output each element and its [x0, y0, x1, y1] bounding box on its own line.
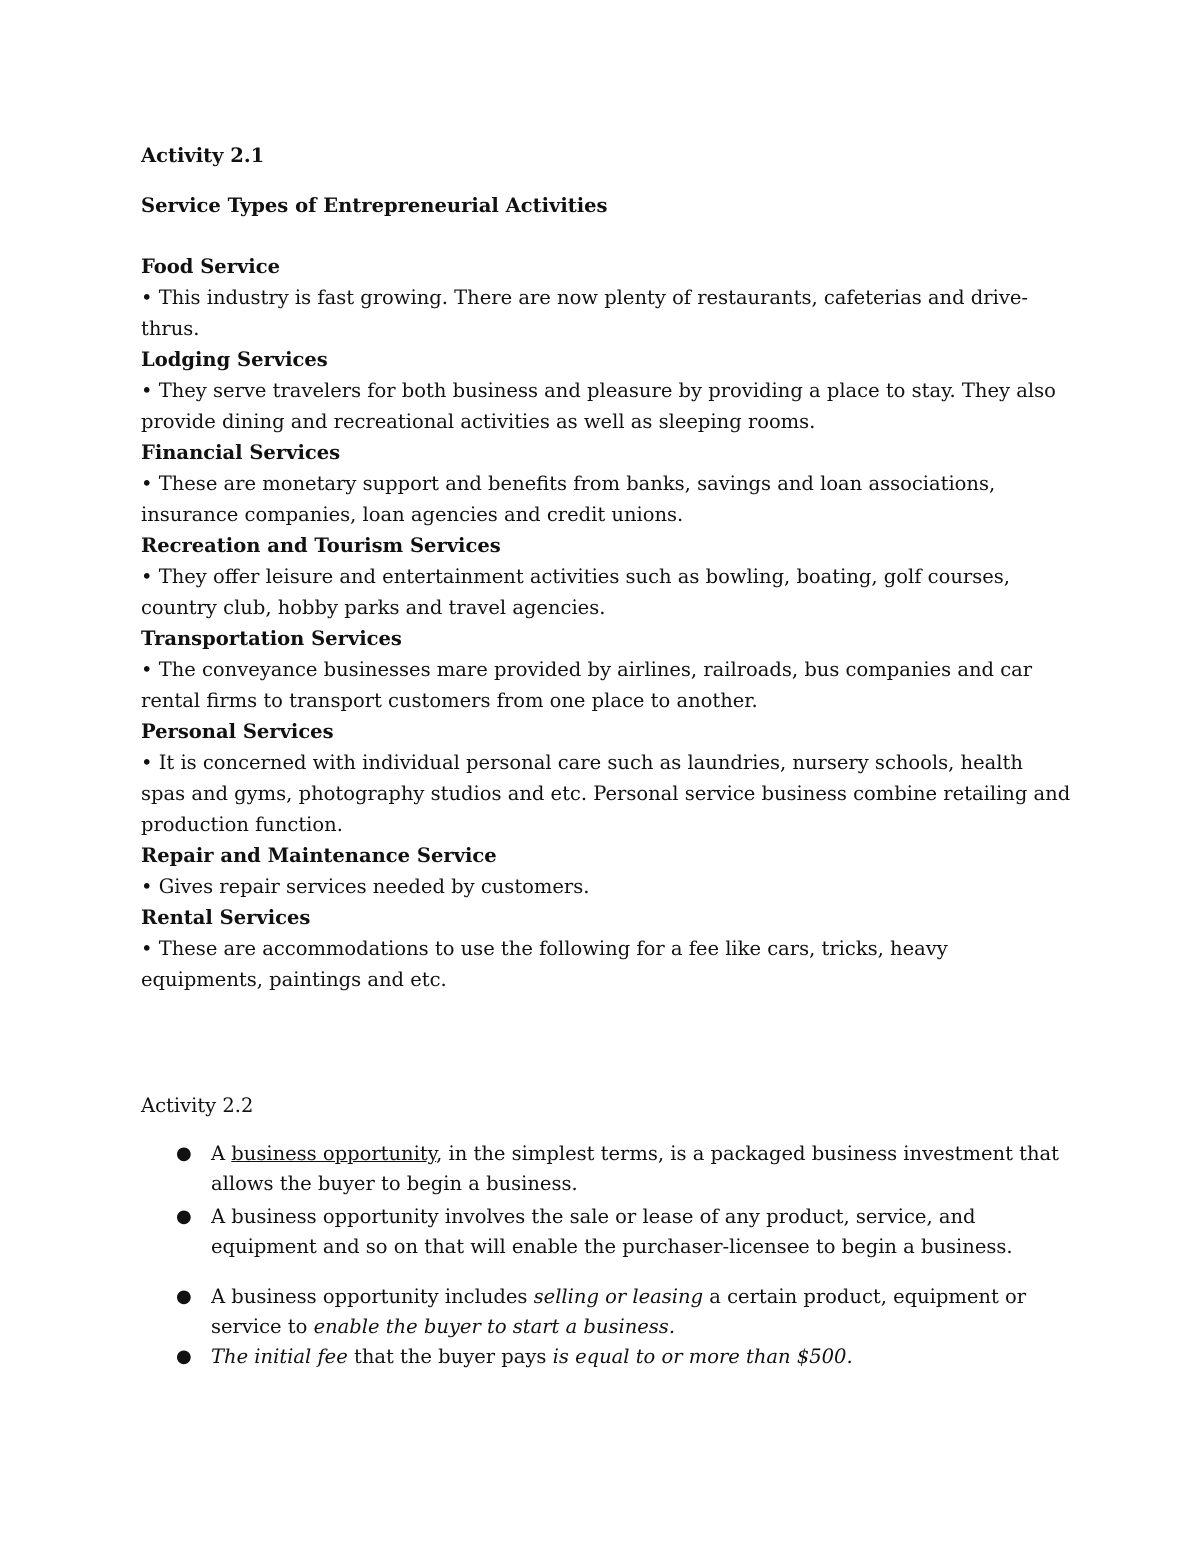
bullet-icon: ● — [176, 1286, 192, 1307]
activity-2-1-title: Activity 2.1 — [141, 144, 265, 167]
service-lodging — [141, 344, 1071, 437]
section-heading: Food Service — [141, 255, 280, 278]
bullet-list — [141, 1139, 1081, 1372]
section-heading: Personal Services — [141, 720, 334, 743]
bullet-icon: ● — [176, 1346, 192, 1367]
italic-phrase: selling or leasing — [533, 1285, 704, 1308]
section-text: • They offer leisure and entertainment activities such as bowling, boating, golf courses, country club, hobby parks and travel agencies. — [141, 565, 1010, 619]
activity-2-2-section — [141, 1090, 1081, 1372]
activity-2-2-title: Activity 2.2 — [141, 1094, 254, 1117]
section-heading: Rental Services — [141, 906, 311, 929]
underlined-term: business opportunity — [231, 1142, 437, 1165]
section-heading: Repair and Maintenance Service — [141, 844, 497, 867]
item-text: A business opportunity involves the sale or lease of any product, service, and equipment and so on that will enable the purchaser-licensee to begin a business. — [211, 1205, 1013, 1258]
item-text-mid: that the buyer pays — [347, 1345, 553, 1368]
list-item — [141, 1282, 1081, 1342]
service-personal — [141, 716, 1071, 840]
section-text: • These are accommodations to use the following for a fee like cars, tricks, heavy equipments, paintings and etc. — [141, 937, 948, 991]
list-item — [141, 1202, 1081, 1262]
section-text: • This industry is fast growing. There are now plenty of restaurants, cafeterias and drive-thrus. — [141, 286, 1028, 340]
activity-2-1-section — [141, 140, 1071, 995]
section-heading: Recreation and Tourism Services — [141, 534, 501, 557]
italic-phrase: enable the buyer to start a business. — [313, 1315, 676, 1338]
bullet-icon: ● — [176, 1143, 192, 1164]
section-text: • The conveyance businesses mare provided by airlines, railroads, bus companies and car rental firms to transport customers from one place to another. — [141, 658, 1033, 712]
service-repair — [141, 840, 1071, 902]
service-transportation — [141, 623, 1071, 716]
service-financial — [141, 437, 1071, 530]
section-heading: Financial Services — [141, 441, 341, 464]
service-recreation — [141, 530, 1071, 623]
bullet-icon: ● — [176, 1206, 192, 1227]
italic-phrase: is equal to or more than $500. — [552, 1345, 853, 1368]
section-text: • It is concerned with individual personal care such as laundries, nursery schools, health spas and gyms, photography studios and etc. Personal service business combine retailing and production function. — [141, 751, 1071, 836]
section-heading: Lodging Services — [141, 348, 328, 371]
activity-2-1-subtitle: Service Types of Entrepreneurial Activities — [141, 194, 608, 217]
item-text-post: , in the simplest terms, is a packaged business investment that allows the buyer to begin a business. — [211, 1142, 1059, 1195]
italic-phrase: The initial fee — [211, 1345, 348, 1368]
service-food — [141, 251, 1071, 344]
list-item — [141, 1342, 1081, 1372]
section-text: • Gives repair services needed by customers. — [141, 875, 590, 898]
section-text: • They serve travelers for both business and pleasure by providing a place to stay. They also provide dining and recreational activities as well as sleeping rooms. — [141, 379, 1056, 433]
section-text: • These are monetary support and benefits from banks, savings and loan associations, insurance companies, loan agencies and credit unions. — [141, 472, 996, 526]
service-rental — [141, 902, 1071, 995]
list-item — [141, 1139, 1081, 1199]
section-heading: Transportation Services — [141, 627, 402, 650]
item-text-mid: a certain product, equipment or service to — [211, 1285, 1027, 1338]
item-text-pre: A — [211, 1142, 232, 1165]
item-text-pre: A business opportunity includes — [211, 1285, 534, 1308]
